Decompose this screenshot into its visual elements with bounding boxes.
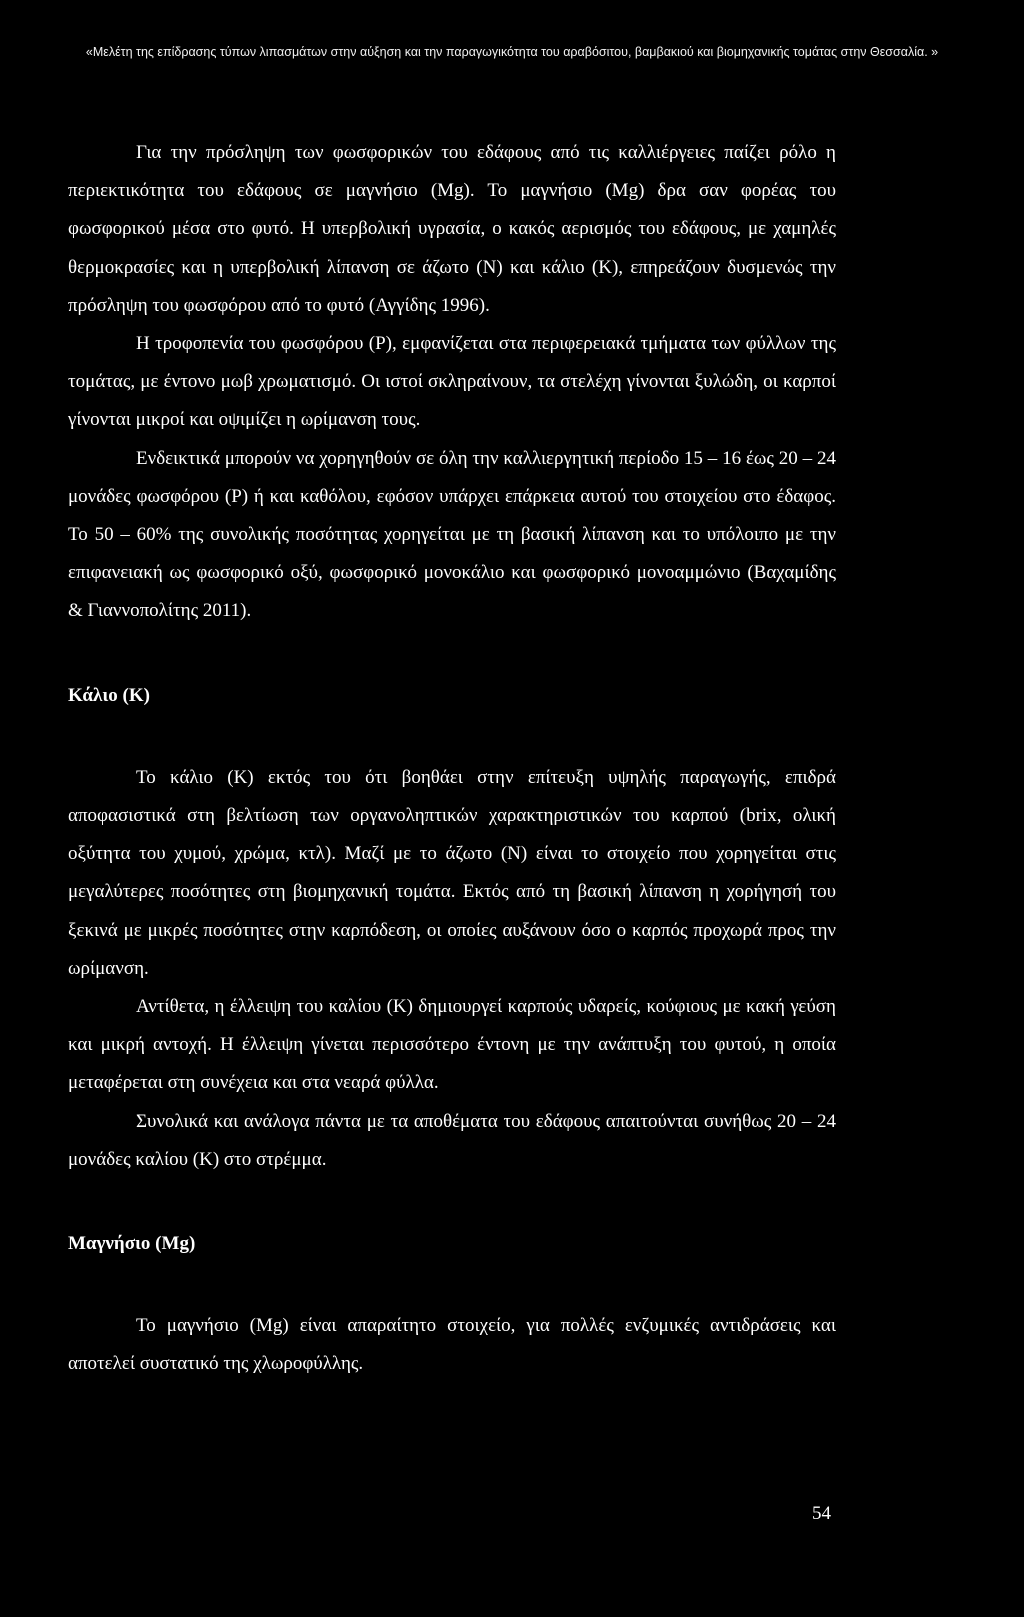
section-spacer (68, 631, 836, 677)
paragraph-phosphorus-deficiency: Η τροφοπενία του φωσφόρου (P), εμφανίζεται στα περιφερειακά τμήματα των φύλλων της τομάτας, με έντονο μωβ χρωματισμό. Οι ιστοί σκληραίνουν, τα στελέχη γίνονται ξυλώδη, οι καρποί γίνονται μικροί και οψιμίζει η ωρίμανση τους. (68, 333, 836, 431)
section-spacer (68, 1263, 836, 1307)
heading-magnesium: Μαγνήσιο (Mg) (68, 1233, 196, 1255)
paragraph-phosphorus-uptake: Για την πρόσληψη των φωσφορικών του εδάφους από τις καλλιέργειες παίζει ρόλο η περιεκτικότητα του εδάφους σε μαγνήσιο (Mg). Το μαγνήσιο (Mg) δρα σαν φορέας του φωσφορικού μέσα στο φυτό. Η υπερβολική υγρασία, ο κακός αερισμός του εδάφους, με χαμηλές θερμοκρασίες και η υπερβολική λίπανση σε άζωτο (N) και κάλιο (K), επηρεάζουν δυσμενώς την πρόσληψη του φωσφόρου από το φυτό (Αγγίδης 1996). (68, 142, 836, 316)
paragraph-potassium-dosage: Συνολικά και ανάλογα πάντα με τα αποθέματα του εδάφους απαιτούνται συνήθως 20 – 24 μονάδες καλίου (K) στο στρέμμα. (68, 1110, 836, 1170)
running-header: «Μελέτη της επίδρασης τύπων λιπασμάτων στην αύξηση και την παραγωγικότητα του αραβόσιτου, βαμβακιού και βιομηχανικής τομάτας στην Θεσσαλία. » (85, 45, 939, 59)
section-spacer (68, 715, 836, 759)
page-number: 54 (812, 1503, 831, 1524)
paragraph-potassium-deficiency: Αντίθετα, η έλλειψη του καλίου (K) δημιουργεί καρπούς υδαρείς, κούφιους με κακή γεύση και μικρή αντοχή. Η έλλειψη γίνεται περισσότερο έντονη με την ανάπτυξη του φυτού, η οποία μεταφέρεται στη συνέχεια και στα νεαρά φύλλα. (68, 996, 836, 1094)
paragraph-phosphorus-dosage: Ενδεικτικά μπορούν να χορηγηθούν σε όλη την καλλιεργητική περίοδο 15 – 16 έως 20 – 24 μονάδες φωσφόρου (P) ή και καθόλου, εφόσον υπάρχει επάρκεια αυτού του στοιχείου στο έδαφος. Το 50 – 60% της συνολικής ποσότητας χορηγείται με τη βασική λίπανση και το υπόλοιπο με την επιφανειακή ως φωσφορικό οξύ, φωσφορικό μονοκάλιο και φωσφορικό μονοαμμώνιο (Βαχαμίδης & Γιαννοπολίτης 2011). (68, 447, 836, 622)
paragraph-magnesium-role: Το μαγνήσιο (Mg) είναι απαραίτητο στοιχείο, για πολλές ενζυμικές αντιδράσεις και αποτελεί συστατικό της χλωροφύλλης. (68, 1315, 836, 1375)
section-spacer (68, 1179, 836, 1225)
heading-potassium: Κάλιο (K) (68, 684, 150, 706)
document-body (68, 134, 836, 1384)
paragraph-potassium-role: Το κάλιο (K) εκτός του ότι βοηθάει στην επίτευξη υψηλής παραγωγής, επιδρά αποφασιστικά στη βελτίωση των οργανοληπτικών χαρακτηριστικών του καρπού (brix, ολική οξύτητα του χυμού, χρώμα, κτλ). Μαζί με το άζωτο (N) είναι το στοιχείο που χορηγείται στις μεγαλύτερες ποσότητες στη βιομηχανική τομάτα. Εκτός από τη βασική λίπανση η χορήγησή του ξεκινά με μικρές ποσότητες στην καρπόδεση, οι οποίες αυξάνουν όσο ο καρπός προχωρά προς την ωρίμανση. (68, 766, 836, 979)
